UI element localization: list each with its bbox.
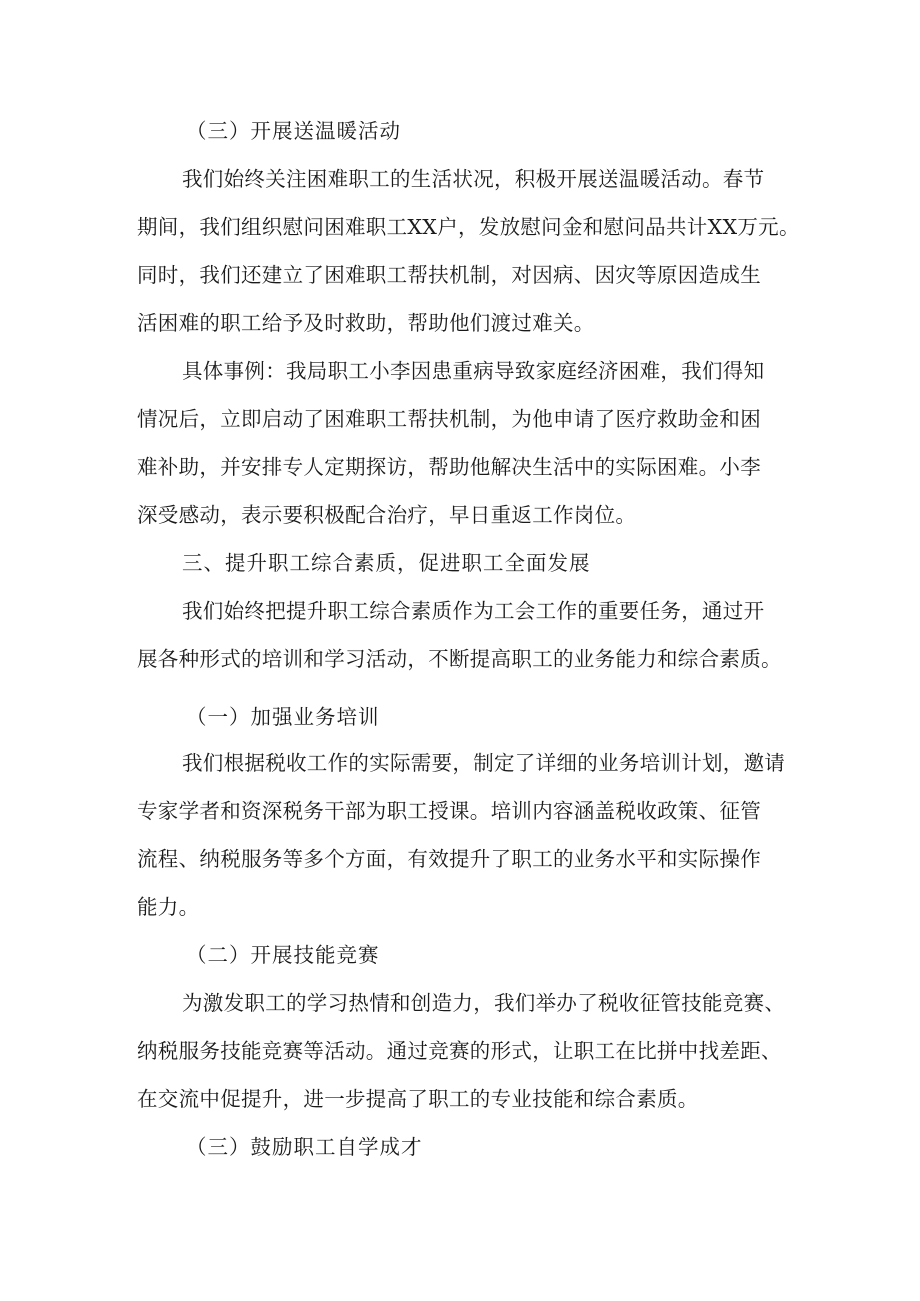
paragraph-line: 深受感动，表示要积极配合治疗，早日重返工作岗位。 — [137, 503, 637, 527]
section-heading-improve-quality: 三、提升职工综合素质，促进职工全面发展 — [182, 551, 591, 575]
paragraph-line: 同时，我们还建立了困难职工帮扶机制，对因病、因灾等原因造成生 — [137, 263, 761, 287]
section-heading-skill-competition: （二）开展技能竞赛 — [186, 943, 380, 967]
paragraph-line: 专家学者和资深税务干部为职工授课。培训内容涵盖税收政策、征管 — [137, 799, 761, 823]
section-heading-self-study: （三）鼓励职工自学成才 — [186, 1135, 423, 1159]
paragraph-line: 期间，我们组织慰问困难职工XX户，发放慰问金和慰问品共计XX万元。 — [137, 215, 800, 239]
paragraph-line: 在交流中促提升，进一步提高了职工的专业技能和综合素质。 — [137, 1087, 699, 1111]
section-heading-business-training: （一）加强业务培训 — [186, 705, 380, 729]
section-heading-send-warmth: （三）开展送温暖活动 — [186, 119, 401, 143]
paragraph-line: 展各种形式的培训和学习活动，不断提高职工的业务能力和综合素质。 — [137, 647, 782, 671]
paragraph-line: 纳税服务技能竞赛等活动。通过竞赛的形式，让职工在比拼中找差距、 — [137, 1039, 782, 1063]
paragraph-line: 情况后，立即启动了困难职工帮扶机制，为他申请了医疗救助金和困 — [137, 407, 761, 431]
paragraph-line: 具体事例：我局职工小李因患重病导致家庭经济困难，我们得知 — [182, 359, 765, 383]
paragraph-line: 能力。 — [137, 895, 200, 919]
paragraph-line: 活困难的职工给予及时救助，帮助他们渡过难关。 — [137, 311, 595, 335]
paragraph-line: 为激发职工的学习热情和创造力，我们举办了税收征管技能竞赛、 — [182, 991, 786, 1015]
paragraph-line: 难补助，并安排专人定期探访，帮助他解决生活中的实际困难。小李 — [137, 455, 761, 479]
paragraph-line: 我们始终把提升职工综合素质作为工会工作的重要任务，通过开 — [182, 599, 765, 623]
paragraph-line: 流程、纳税服务等多个方面，有效提升了职工的业务水平和实际操作 — [137, 847, 761, 871]
paragraph-line: 我们根据税收工作的实际需要，制定了详细的业务培训计划，邀请 — [182, 751, 786, 775]
paragraph-line: 我们始终关注困难职工的生活状况，积极开展送温暖活动。春节 — [182, 167, 765, 191]
